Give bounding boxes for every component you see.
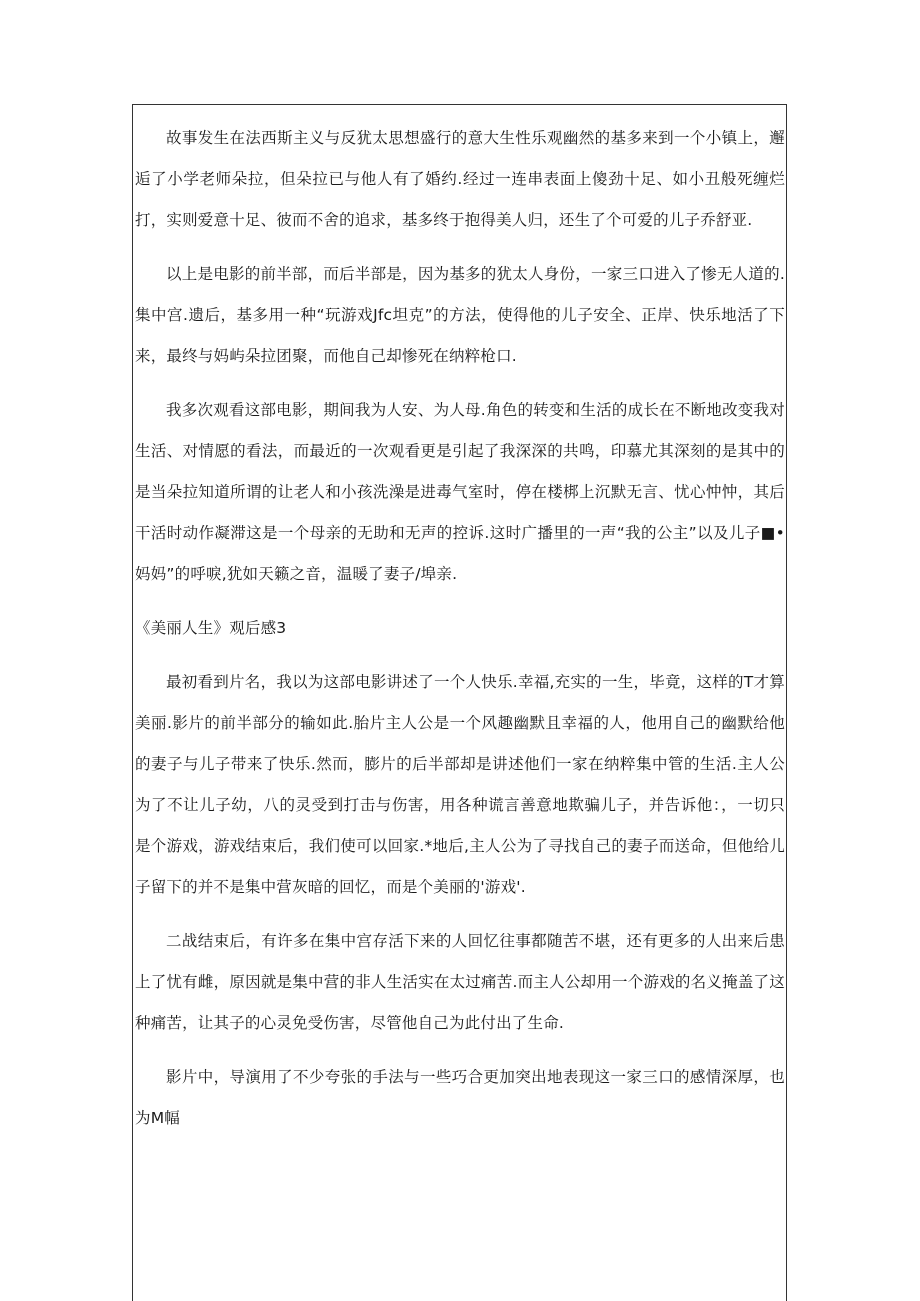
paragraph-4: 最初看到片名，我以为这部电影讲述了一个人快乐.幸福,充实的一生，毕竟，这样的T才算美丽.影片的前半部分的输如此.胎片主人公是一个风趣幽默且幸福的人，他用自己的幽默给他的妻子与儿子带来了快乐.然而，膨片的后半部却是讲述他们一家在纳粹集中管的生活.主人公为了不让儿子幼，八的灵受到打击与伤害，用各种谎言善意地欺骗儿子，并告诉他：，一切只是个游戏，游戏结束后，我们使可以回家.*地后,主人公为了寻找自己的妻子而送命，但他给儿子留下的并不是集中营灰暗的回忆，而是个美丽的'游戏'. — [135, 673, 785, 896]
paragraph-1: 故事发生在法西斯主义与反犹太思想盛行的意大生性乐观幽然的基多来到一个小镇上，邂逅了小学老师朵拉，但朵拉已与他人有了婚约.经过一连串表面上傻劲十足、如小丑般死缠烂打，实则爱意十足、彼而不舍的追求，基多终于抱得美人归，还生了个可爱的儿子乔舒亚. — [135, 129, 785, 229]
document-body — [135, 118, 785, 1152]
paragraph-6: 影片中，导演用了不少夸张的手法与一些巧合更加突出地表现这一家三口的感情深厚，也为M幅 — [135, 1068, 785, 1127]
paragraph-3: 我多次观看这部电影，期间我为人安、为人母.角色的转变和生活的成长在不断地改变我对生活、对情愿的看法，而最近的一次观看更是引起了我深深的共鸣，印慕尤其深刻的是其中的是当朵拉知道所谓的让老人和小孩洗澡是进毒气室时，停在楼梆上沉默无言、忧心忡忡，其后干活时动作凝滞这是一个母亲的无助和无声的控诉.这时广播里的一声“我的公主”以及儿子■•妈妈”的呼唳,犹如天籁之音，温暖了妻子/埠亲. — [135, 401, 785, 583]
section-heading: 《美丽人生》观后感3 — [135, 619, 287, 637]
paragraph-2: 以上是电影的前半部，而后半部是，因为基多的犹太人身份，一家三口进入了惨无人道的.集中宫.遗后，基多用一种“玩游戏Jfc坦克”的方法，使得他的儿子安全、正岸、快乐地活了下来，最终与妈屿朵拉团聚，而他自己却惨死在纳粹枪口. — [135, 265, 785, 365]
paragraph-5: 二战结束后，有许多在集中宫存活下来的人回忆往事都随苦不堪，还有更多的人出来后患上了忧有雌，原因就是集中营的非人生活实在太过痛苦.而主人公却用一个游戏的名义掩盖了这种痛苦，让其子的心灵免受伤害，尽管他自己为此付出了生命. — [135, 932, 785, 1032]
